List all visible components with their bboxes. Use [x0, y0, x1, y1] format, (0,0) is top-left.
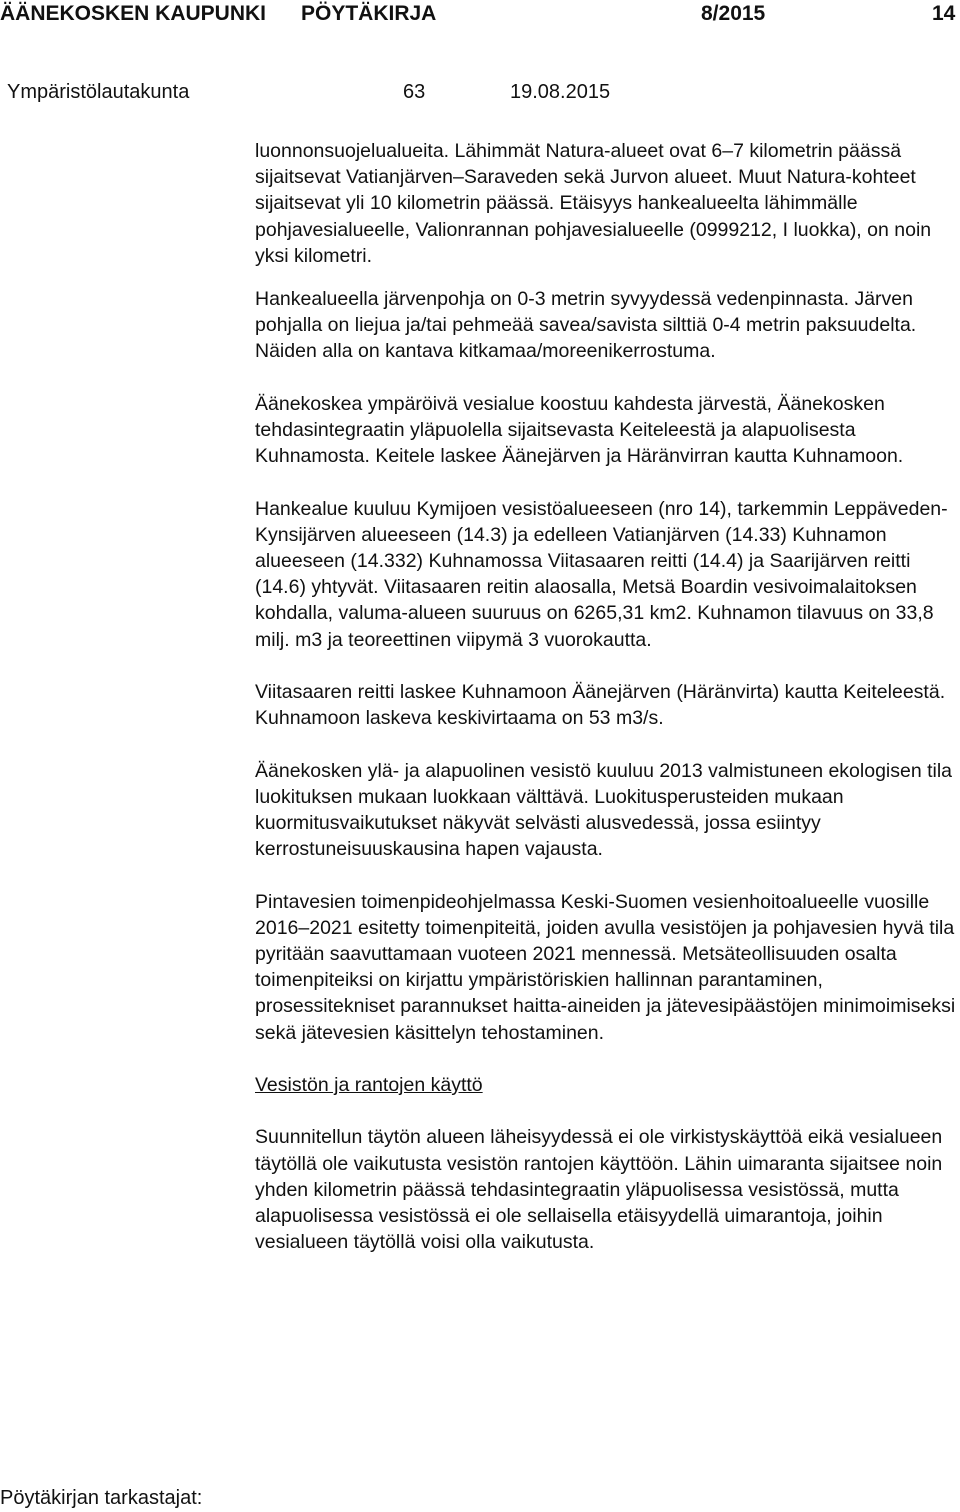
paragraph: Äänekosken ylä- ja alapuolinen vesistö kuuluu 2013 valmistuneen ekologisen tila luokituksen mukaan luokkaan välttävä. Luokitusperusteiden mukaan kuormitusvaikutukset näkyvät selvästi alusvedessä, jossa esiintyy kerrostuneisuuskausina hapen vajausta. — [255, 759, 953, 861]
meeting-date: 19.08.2015 — [510, 81, 611, 103]
paragraph: Pintavesien toimenpideohjelmassa Keski-Suomen vesienhoitoalueelle vuosille 2016–2021 esitetty toimenpiteitä, joiden avulla vesistöjen ja pohjavesien hyvä tila pyritään saavuttamaan vuoteen 2021 mennessä. Metsäteollisuuden osalta toimenpiteiksi on kirjattu ympäristöriskien hallinnan parantaminen, prosessitekniset parannukset haitta-aineiden ja jätevesipäästöjen minimoimiseksi sekä jätevesien käsittelyn tehostaminen. — [255, 890, 956, 1044]
paragraph: Viitasaaren reitti laskee Kuhnamoon Äänejärven (Häränvirta) kautta Keiteleestä. Kuhnamoon laskeva keskivirtaama on 53 m3/s. — [255, 681, 946, 730]
organization-name: ÄÄNEKOSKEN KAUPUNKI — [0, 2, 267, 25]
document-body — [255, 138, 960, 1282]
document-type: PÖYTÄKIRJA — [301, 2, 437, 25]
paragraph: Äänekoskea ympäröivä vesialue koostuu kahdesta järvestä, Äänekosken tehdasintegraatin yläpuolella sijaitsevasta Keiteleestä ja alapuolisesta Kuhnamosta. Keitele laskee Äänejärven ja Häränvirran kautta Kuhnamoon. — [255, 392, 904, 468]
section-number: 63 — [403, 81, 426, 103]
committee-name: Ympäristölautakunta — [7, 81, 190, 103]
meeting-number: 8/2015 — [701, 2, 766, 25]
paragraph: Hankealueella järvenpohja on 0-3 metrin syvyydessä vedenpinnasta. Järven pohjalla on liejua ja/tai pehmeää savea/savista silttiä 0-4 metrin paksuudelta. Näiden alla on kantava kitkamaa/moreenikerrostuma. — [255, 288, 917, 363]
paragraph: Suunnitellun täytön alueen läheisyydessä ei ole virkistyskäyttöä eikä vesialueen täytöllä ole vaikutusta vesistön rantojen käyttöön. Lähin uimaranta sijaitsee noin yhden kilometrin päässä tehdasintegraatin yläpuolisessa vesistössä, mutta alapuolisessa vesistössä ei ole sellaisella etäisyydellä uimarantoja, joihin vesialueen täytöllä voisi olla vaikutusta. — [255, 1126, 943, 1254]
section-heading: Vesistön ja rantojen käyttö — [255, 1074, 483, 1097]
paragraph: Hankealue kuuluu Kymijoen vesistöalueeseen (nro 14), tarkemmin Leppäveden-Kynsijärven alueeseen (14.3) ja edelleen Vatianjärven (14.33) Kuhnamon alueeseen (14.332) Kuhnamossa Viitasaaren reitti (14.4) ja Saarijärven reitti (14.6) yhtyvät. Viitasaaren reitin alaosalla, Metsä Boardin vesivoimalaitoksen kohdalla, valuma-alueen suuruus on 6265,31 km2. Kuhnamon tilavuus on 33,8 milj. m3 ja teoreettinen viipymä 3 vuorokautta. — [255, 497, 948, 651]
paragraph: luonnonsuojelualueita. Lähimmät Natura-alueet ovat 6–7 kilometrin päässä sijaitsevat Vatianjärven–Saraveden sekä Jurvon alueet. Muut Natura-kohteet sijaitsevat yli 10 kilometrin päässä. Etäisyys hankealueelta lähimmälle pohjavesialueelle, Valionrannan pohjavesialueelle (0999212, I luokka), on noin yksi kilometri. — [255, 140, 932, 267]
footer-label: Pöytäkirjan tarkastajat: — [0, 1487, 203, 1509]
page-number: 14 — [932, 2, 956, 25]
